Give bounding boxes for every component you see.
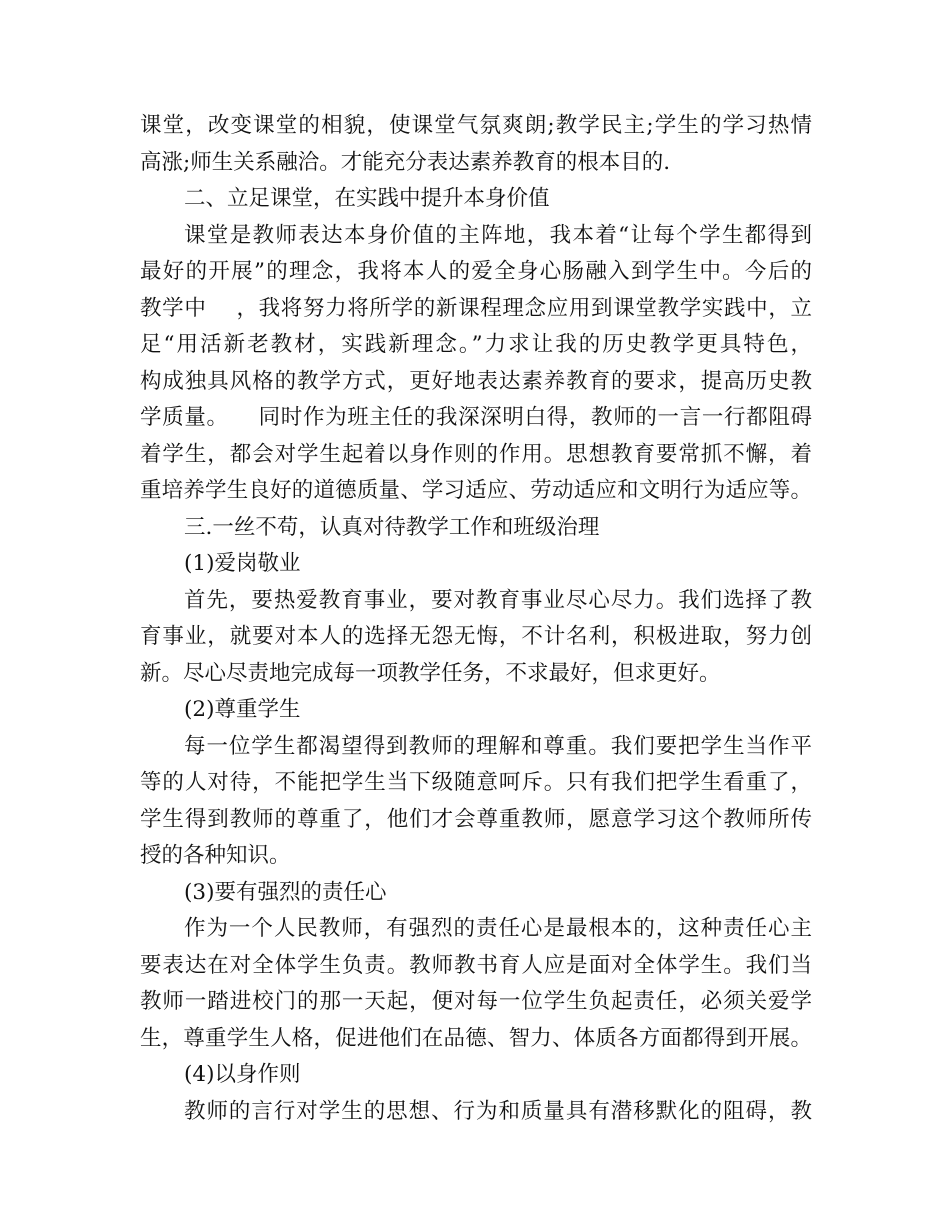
text-line: 等的人对待，不能把学生当下级随意呵斥。只有我们把学生看重了， <box>140 770 812 795</box>
text-line: 教师的言行对学生的思想、行为和质量具有潜移默化的阻碍，教 <box>184 1098 812 1124</box>
text-line: 高涨;师生关系融洽。才能充分表达素养教育的根本目的. <box>140 149 671 175</box>
text-line: 重培养学生良好的道德质量、学习适应、劳动适应和文明行为适应等。 <box>140 478 812 503</box>
text-line: 教师一踏进校门的那一天起，便对每一位学生负起责任，必须关爱学 <box>140 989 812 1014</box>
text-line: 二、立足课堂，在实践中提升本身价值 <box>184 186 550 211</box>
text-line: 三.一丝不苟，认真对待教学工作和班级治理 <box>184 514 600 540</box>
text-line: (4)以身作则 <box>184 1062 301 1087</box>
text-line: (2)尊重学生 <box>184 697 301 722</box>
text-line: 课堂，改变课堂的相貌，使课堂气氛爽朗;教学民主;学生的学习热情 <box>140 113 812 138</box>
text-line: 足“用活新老教材，实践新理念。”力求让我的历史教学更具特色， <box>140 332 812 357</box>
text-line: 学生得到教师的尊重了，他们才会尊重教师，愿意学习这个教师所传 <box>140 806 812 832</box>
document-body <box>140 108 812 1130</box>
text-line: 要表达在对全体学生负责。教师教书育人应是面对全体学生。我们当 <box>140 952 812 978</box>
text-line: 着学生，都会对学生起着以身作则的作用。思想教育要常抓不懈，着 <box>140 441 812 467</box>
text-line: 生，尊重学生人格，促进他们在品德、智力、体质各方面都得到开展。 <box>140 1025 812 1051</box>
text-line: 作为一个人民教师，有强烈的责任心是最根本的，这种责任心主 <box>184 916 812 941</box>
text-line: 授的各种知识。 <box>140 843 291 868</box>
text-line: 学质量。 同时作为班主任的我深深明白得，教师的一言一行都阻碍 <box>140 405 812 430</box>
text-line: (1)爱岗敬业 <box>184 551 301 576</box>
text-line: 每一位学生都渴望得到教师的理解和尊重。我们要把学生当作平 <box>184 733 812 759</box>
text-line: 教学中 ，我将努力将所学的新课程理念应用到课堂教学实践中，立 <box>140 295 812 321</box>
text-line: 最好的开展”的理念，我将本人的爱全身心肠融入到学生中。今后的 <box>140 259 812 284</box>
text-line: (3)要有强烈的责任心 <box>184 879 387 905</box>
text-line: 课堂是教师表达本身价值的主阵地，我本着“让每个学生都得到 <box>184 222 812 248</box>
text-line: 育事业，就要对本人的选择无怨无悔，不计名利，积极进取，努力创 <box>140 624 812 649</box>
text-line: 构成独具风格的教学方式，更好地表达素养教育的要求，提高历史教 <box>140 368 812 394</box>
text-line: 首先，要热爱教育事业，要对教育事业尽心尽力。我们选择了教 <box>184 587 812 613</box>
text-line: 新。尽心尽责地完成每一项教学任务，不求最好，但求更好。 <box>140 660 721 686</box>
